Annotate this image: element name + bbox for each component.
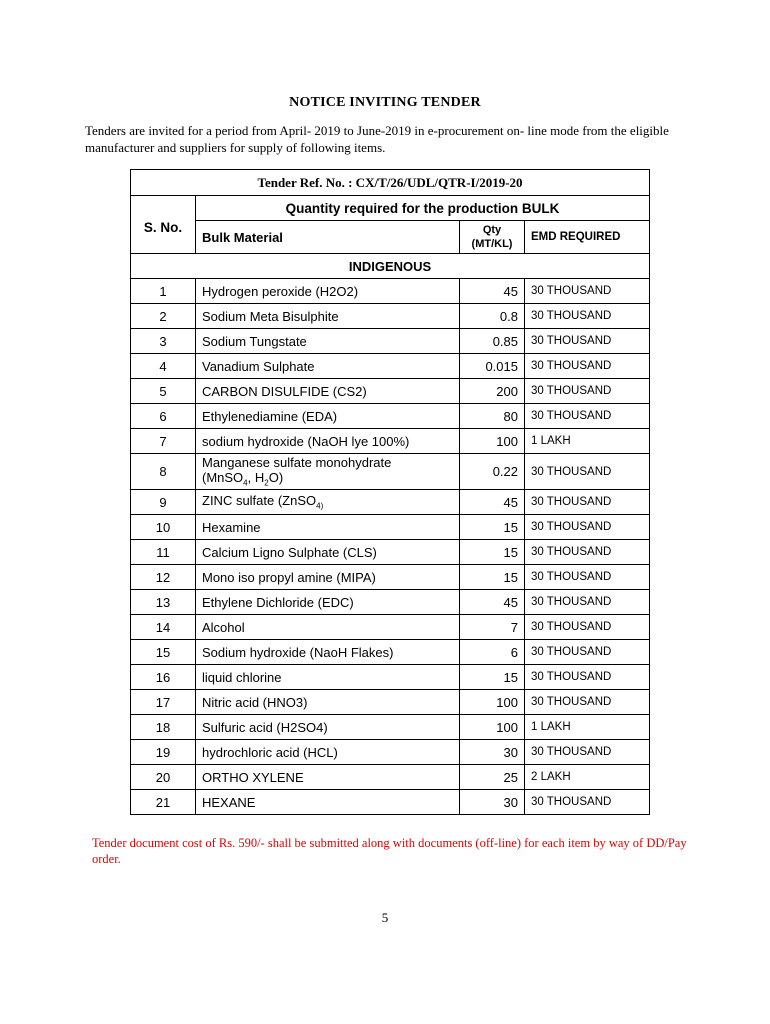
emd-header: EMD REQUIRED [525, 221, 650, 254]
table-row [131, 715, 650, 740]
qty-header-line2: (MT/KL) [471, 238, 513, 250]
emd-value: 30 THOUSAND [525, 490, 650, 515]
table-row [131, 615, 650, 640]
serial-number: 7 [131, 429, 196, 454]
material-name: Hexamine [196, 515, 460, 540]
table-row [131, 429, 650, 454]
material-name: HEXANE [196, 790, 460, 815]
material-name: Sodium Meta Bisulphite [196, 304, 460, 329]
serial-number: 18 [131, 715, 196, 740]
table-row [131, 454, 650, 490]
table-row [131, 690, 650, 715]
table-row [131, 379, 650, 404]
quantity-value: 15 [460, 665, 525, 690]
serial-number: 4 [131, 354, 196, 379]
quantity-value: 0.015 [460, 354, 525, 379]
material-name: hydrochloric acid (HCL) [196, 740, 460, 765]
material-formula-subscript: 4) [316, 501, 324, 511]
material-formula-part: ZINC sulfate (ZnSO [202, 493, 317, 509]
quantity-value: 0.8 [460, 304, 525, 329]
emd-value: 1 LAKH [525, 429, 650, 454]
quantity-value: 80 [460, 404, 525, 429]
serial-number: 3 [131, 329, 196, 354]
column-header-row [131, 221, 650, 254]
material-formula-subscript: 4 [243, 478, 248, 488]
emd-value: 30 THOUSAND [525, 304, 650, 329]
qty-header [460, 221, 525, 254]
quantity-value: 25 [460, 765, 525, 790]
emd-value: 30 THOUSAND [525, 279, 650, 304]
material-name: sodium hydroxide (NaOH lye 100%) [196, 429, 460, 454]
quantity-value: 45 [460, 590, 525, 615]
qty-header-line1: Qty [482, 224, 502, 236]
material-name: ORTHO XYLENE [196, 765, 460, 790]
table-row [131, 515, 650, 540]
table-row [131, 665, 650, 690]
emd-value: 30 THOUSAND [525, 590, 650, 615]
serial-number: 6 [131, 404, 196, 429]
serial-number: 2 [131, 304, 196, 329]
emd-value: 30 THOUSAND [525, 640, 650, 665]
material-name: CARBON DISULFIDE (CS2) [196, 379, 460, 404]
material-formula-part: O) [268, 470, 284, 486]
emd-value: 30 THOUSAND [525, 615, 650, 640]
material-name: Alcohol [196, 615, 460, 640]
quantity-value: 30 [460, 740, 525, 765]
tender-ref-row [131, 170, 650, 196]
material-name: Vanadium Sulphate [196, 354, 460, 379]
table-row [131, 279, 650, 304]
material-name: Calcium Ligno Sulphate (CLS) [196, 540, 460, 565]
emd-value: 30 THOUSAND [525, 790, 650, 815]
quantity-value: 6 [460, 640, 525, 665]
material-name: Sodium hydroxide (NaoH Flakes) [196, 640, 460, 665]
emd-value: 30 THOUSAND [525, 404, 650, 429]
table-row [131, 304, 650, 329]
material-name: Ethylenediamine (EDA) [196, 404, 460, 429]
material-name-line1: Manganese sulfate monohydrate [202, 455, 392, 471]
material-name: Nitric acid (HNO3) [196, 690, 460, 715]
table-row [131, 740, 650, 765]
quantity-caption-row [131, 196, 650, 221]
serial-number: 20 [131, 765, 196, 790]
serial-number: 19 [131, 740, 196, 765]
emd-value: 2 LAKH [525, 765, 650, 790]
emd-value: 30 THOUSAND [525, 354, 650, 379]
material-name: liquid chlorine [196, 665, 460, 690]
table-row [131, 404, 650, 429]
serial-number: 10 [131, 515, 196, 540]
serial-number: 13 [131, 590, 196, 615]
material-formula-part: (MnSO [202, 470, 244, 486]
quantity-value: 100 [460, 429, 525, 454]
material-name: Sulfuric acid (H2SO4) [196, 715, 460, 740]
tender-ref: Tender Ref. No. : CX/T/26/UDL/QTR-I/2019-20 [131, 170, 650, 196]
quantity-value: 45 [460, 490, 525, 515]
table-row [131, 540, 650, 565]
quantity-value: 15 [460, 515, 525, 540]
sno-header: S. No. [131, 196, 196, 254]
section-label: INDIGENOUS [131, 254, 650, 279]
material-header: Bulk Material [196, 221, 460, 254]
quantity-value: 15 [460, 565, 525, 590]
quantity-value: 30 [460, 790, 525, 815]
tender-document-note: Tender document cost of Rs. 590/- shall be submitted along with documents (off-line) for each item by way of DD/Pay order. [92, 836, 687, 866]
section-row [131, 254, 650, 279]
serial-number: 11 [131, 540, 196, 565]
serial-number: 9 [131, 490, 196, 515]
quantity-value: 7 [460, 615, 525, 640]
quantity-value: 45 [460, 279, 525, 304]
emd-value: 30 THOUSAND [525, 454, 650, 490]
material-name: Ethylene Dichloride (EDC) [196, 590, 460, 615]
page-number: 5 [381, 910, 389, 925]
table-row [131, 790, 650, 815]
quantity-value: 200 [460, 379, 525, 404]
table-row [131, 765, 650, 790]
serial-number: 5 [131, 379, 196, 404]
emd-value: 30 THOUSAND [525, 690, 650, 715]
table-row [131, 640, 650, 665]
serial-number: 14 [131, 615, 196, 640]
serial-number: 1 [131, 279, 196, 304]
table-row [131, 590, 650, 615]
table-row [131, 354, 650, 379]
quantity-value: 0.22 [460, 454, 525, 490]
material-name [196, 454, 460, 490]
serial-number: 8 [131, 454, 196, 490]
serial-number: 17 [131, 690, 196, 715]
material-name: Hydrogen peroxide (H2O2) [196, 279, 460, 304]
quantity-value: 100 [460, 715, 525, 740]
quantity-value: 0.85 [460, 329, 525, 354]
table-row [131, 329, 650, 354]
tender-table [130, 169, 650, 815]
quantity-value: 15 [460, 540, 525, 565]
serial-number: 21 [131, 790, 196, 815]
intro-paragraph: Tenders are invited for a period from April- 2019 to June-2019 in e-procurement on- line mode from the eligible manufacturer and suppliers for supply of following items. [85, 123, 669, 155]
emd-value: 1 LAKH [525, 715, 650, 740]
table-row [131, 490, 650, 515]
serial-number: 16 [131, 665, 196, 690]
serial-number: 12 [131, 565, 196, 590]
emd-value: 30 THOUSAND [525, 515, 650, 540]
emd-value: 30 THOUSAND [525, 540, 650, 565]
material-name: Mono iso propyl amine (MIPA) [196, 565, 460, 590]
quantity-value: 100 [460, 690, 525, 715]
table-row [131, 565, 650, 590]
emd-value: 30 THOUSAND [525, 665, 650, 690]
emd-value: 30 THOUSAND [525, 565, 650, 590]
quantity-caption: Quantity required for the production BULK [196, 196, 650, 221]
material-formula-part: , H [247, 470, 265, 486]
material-name [196, 490, 460, 515]
emd-value: 30 THOUSAND [525, 740, 650, 765]
notice-title: NOTICE INVITING TENDER [289, 95, 481, 110]
emd-value: 30 THOUSAND [525, 329, 650, 354]
material-formula-subscript: 2 [264, 478, 269, 488]
material-name: Sodium Tungstate [196, 329, 460, 354]
emd-value: 30 THOUSAND [525, 379, 650, 404]
serial-number: 15 [131, 640, 196, 665]
